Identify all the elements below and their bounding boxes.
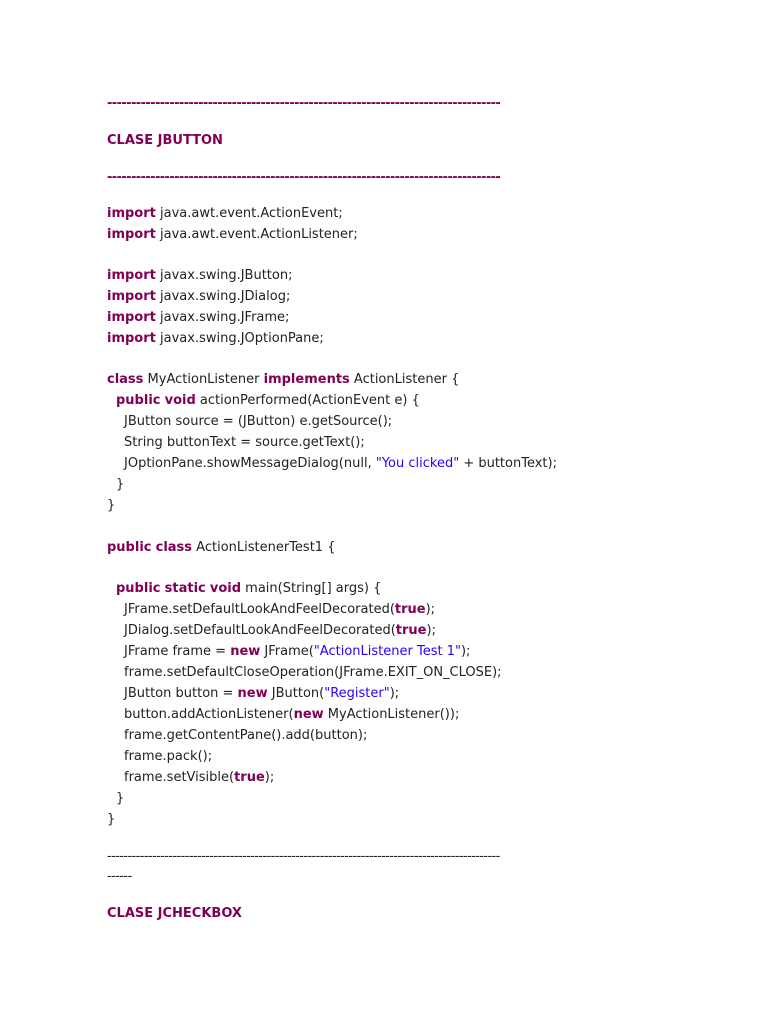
code-text: ); — [426, 623, 436, 638]
code-text: javax.swing.JFrame; — [155, 310, 290, 325]
code-line-import-1 — [107, 206, 343, 222]
keyword-new: new — [237, 686, 268, 701]
separator-top: ---------------------------------------------------------------------------------- — [107, 96, 501, 111]
code-line-main-decl — [116, 581, 381, 597]
code-text: ActionListenerTest1 { — [192, 540, 336, 555]
keyword-void: void — [209, 581, 242, 596]
code-line-import-2 — [107, 227, 358, 243]
separator-bottom-line-2: ------ — [107, 869, 132, 884]
keyword-public: public — [116, 393, 161, 408]
code-text: actionPerformed(ActionEvent e) { — [195, 393, 420, 408]
code-text: ActionListener { — [349, 372, 460, 387]
keyword-public: public — [116, 581, 161, 596]
code-line-method-decl — [116, 393, 420, 409]
code-line-import-3 — [107, 268, 292, 284]
code-line-close-class2: } — [107, 812, 116, 827]
code-text: JOptionPane.showMessageDialog(null, — [124, 456, 376, 471]
code-line-main-7: frame.getContentPane().add(button); — [124, 728, 368, 743]
keyword-class: class — [107, 372, 144, 387]
code-text: java.awt.event.ActionListener; — [155, 227, 358, 242]
code-text: frame.setVisible( — [124, 770, 235, 785]
code-line-main-4: frame.setDefaultCloseOperation(JFrame.EXIT_ON_CLOSE); — [124, 665, 502, 680]
code-text: JButton button = — [124, 686, 238, 701]
keyword-static: static — [164, 581, 206, 596]
heading-jcheckbox: CLASE JCHECKBOX — [107, 906, 242, 921]
code-line-dialog — [124, 456, 557, 472]
code-line-main-2 — [124, 623, 436, 639]
code-text: ); — [264, 770, 275, 785]
code-line-class2-decl — [107, 540, 335, 556]
code-line-import-4 — [107, 289, 290, 305]
code-line-main-3 — [124, 644, 470, 660]
string-literal: "You clicked" — [375, 456, 460, 471]
code-line-main-1 — [124, 602, 435, 618]
separator-after-heading: ---------------------------------------------------------------------------------- — [107, 170, 501, 185]
keyword-import: import — [107, 331, 156, 346]
code-line-close-main: } — [116, 791, 125, 806]
keyword-class: class — [155, 540, 193, 555]
code-line-main-8: frame.pack(); — [124, 749, 213, 764]
keyword-void: void — [164, 393, 196, 408]
code-text: JButton( — [267, 686, 325, 701]
code-text: JFrame.setDefaultLookAndFeelDecorated( — [124, 602, 395, 617]
code-line-import-5 — [107, 310, 289, 326]
code-text: + buttonText); — [459, 456, 557, 471]
keyword-new: new — [293, 707, 324, 722]
keyword-import: import — [107, 310, 156, 325]
code-text: button.addActionListener( — [124, 707, 294, 722]
keyword-import: import — [107, 227, 156, 242]
code-line-class-decl — [107, 372, 459, 388]
code-text: MyActionListener — [143, 372, 264, 387]
keyword-public: public — [107, 540, 152, 555]
code-text: JFrame( — [260, 644, 314, 659]
code-text: javax.swing.JDialog; — [155, 289, 291, 304]
keyword-import: import — [107, 206, 156, 221]
code-line-close-method: } — [116, 477, 125, 492]
code-text: MyActionListener()); — [323, 707, 460, 722]
code-text: JDialog.setDefaultLookAndFeelDecorated( — [124, 623, 396, 638]
code-line-main-6 — [124, 707, 459, 723]
code-line-text: String buttonText = source.getText(); — [124, 435, 365, 450]
separator-bottom-line-1: ------------------------------------------------------------------------------------------------ — [107, 849, 500, 864]
keyword-true: true — [234, 770, 265, 785]
code-line-main-9 — [124, 770, 274, 786]
code-text: javax.swing.JOptionPane; — [155, 331, 324, 346]
code-text: ); — [389, 686, 400, 701]
code-text: java.awt.event.ActionEvent; — [155, 206, 343, 221]
keyword-implements: implements — [263, 372, 350, 387]
keyword-import: import — [107, 268, 156, 283]
code-line-main-5 — [124, 686, 399, 702]
code-text: ); — [425, 602, 436, 617]
code-text: JFrame frame = — [124, 644, 231, 659]
keyword-new: new — [230, 644, 261, 659]
keyword-true: true — [395, 623, 427, 638]
string-literal: "Register" — [324, 686, 390, 701]
code-line-source: JButton source = (JButton) e.getSource(); — [124, 414, 393, 429]
code-line-close-class: } — [107, 498, 116, 513]
code-text: main(String[] args) { — [241, 581, 382, 596]
keyword-true: true — [394, 602, 426, 617]
heading-jbutton: CLASE JBUTTON — [107, 133, 223, 148]
string-literal: "ActionListener Test 1" — [313, 644, 461, 659]
keyword-import: import — [107, 289, 156, 304]
code-text: javax.swing.JButton; — [155, 268, 293, 283]
code-line-import-6 — [107, 331, 324, 347]
code-text: ); — [460, 644, 471, 659]
